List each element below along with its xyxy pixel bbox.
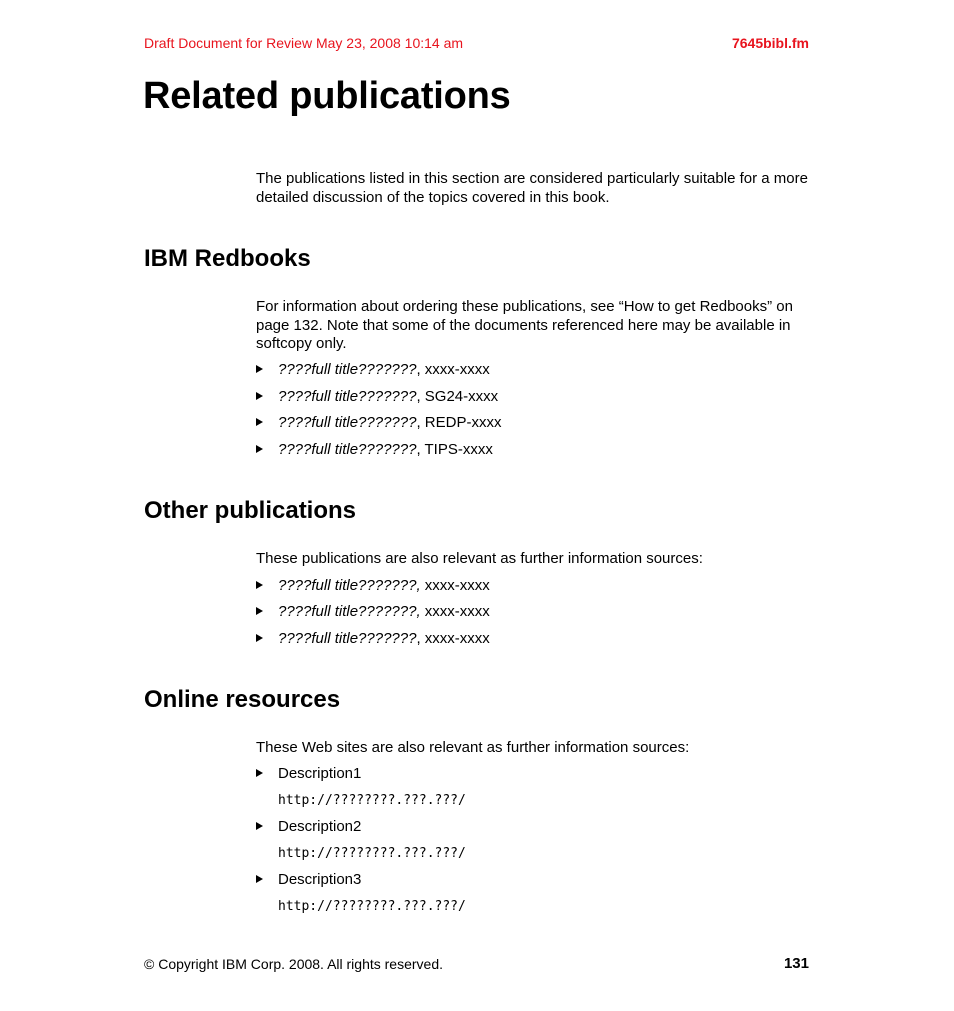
section-heading-ibm-redbooks: IBM Redbooks (144, 245, 311, 272)
publication-id: , REDP-xxxx (416, 414, 502, 431)
online-paragraph: These Web sites are also relevant as further information sources: (256, 739, 690, 756)
resource-description: Description2 (278, 818, 362, 835)
bullet-arrow-icon (256, 581, 263, 589)
publication-title: ????full title??????? (278, 441, 417, 458)
bullet-arrow-icon (256, 445, 263, 453)
section-heading-other-publications: Other publications (144, 497, 357, 524)
list-item (256, 414, 501, 432)
publication-title: ????full title??????? (278, 630, 417, 647)
publication-title: ????full title???????, (278, 603, 421, 620)
footer-copyright: © Copyright IBM Corp. 2008. All rights reserved. (144, 956, 443, 972)
publication-title: ????full title??????? (278, 414, 417, 431)
resource-description: Description1 (278, 765, 362, 782)
list-item (256, 630, 490, 648)
publication-id: xxxx-xxxx (420, 577, 490, 594)
bullet-arrow-icon (256, 769, 263, 777)
list-item (256, 388, 498, 406)
list-item (256, 441, 493, 459)
publication-title: ????full title??????? (278, 388, 417, 405)
page-title: Related publications (143, 75, 511, 117)
publication-title: ????full title??????? (278, 361, 417, 378)
bullet-arrow-icon (256, 365, 263, 373)
publication-id: , xxxx-xxxx (416, 361, 490, 378)
resource-url[interactable]: http://????????.???.???/ (278, 899, 466, 914)
publication-title: ????full title???????, (278, 577, 421, 594)
publication-id: xxxx-xxxx (420, 603, 490, 620)
header-filename: 7645bibl.fm (731, 35, 809, 51)
publication-id: , xxxx-xxxx (416, 630, 490, 647)
resource-url[interactable]: http://????????.???.???/ (278, 793, 466, 808)
bullet-arrow-icon (256, 822, 263, 830)
section-heading-online-resources: Online resources (144, 686, 341, 713)
redbooks-paragraph: For information about ordering these publications, see “How to get Redbooks” on page 132. Note that some of the documents referenced here may be available in softcopy only. (256, 298, 793, 352)
header-draft-notice: Draft Document for Review May 23, 2008 10:14 am (144, 35, 464, 51)
list-item (256, 577, 490, 595)
other-paragraph: These publications are also relevant as further information sources: (256, 550, 703, 567)
resource-url[interactable]: http://????????.???.???/ (278, 846, 466, 861)
bullet-arrow-icon (256, 392, 263, 400)
intro-paragraph: The publications listed in this section are considered particularly suitable for a more detailed discussion of the topics covered in this book. (256, 170, 808, 206)
list-item (256, 603, 490, 621)
list-item (256, 818, 361, 836)
bullet-arrow-icon (256, 875, 263, 883)
resource-description: Description3 (278, 871, 362, 888)
page-number: 131 (783, 955, 809, 972)
list-item (256, 871, 361, 889)
bullet-arrow-icon (256, 418, 263, 426)
publication-id: , SG24-xxxx (416, 388, 499, 405)
list-item (256, 361, 490, 379)
publication-id: , TIPS-xxxx (416, 441, 493, 458)
list-item (256, 765, 361, 783)
bullet-arrow-icon (256, 607, 263, 615)
bullet-arrow-icon (256, 634, 263, 642)
